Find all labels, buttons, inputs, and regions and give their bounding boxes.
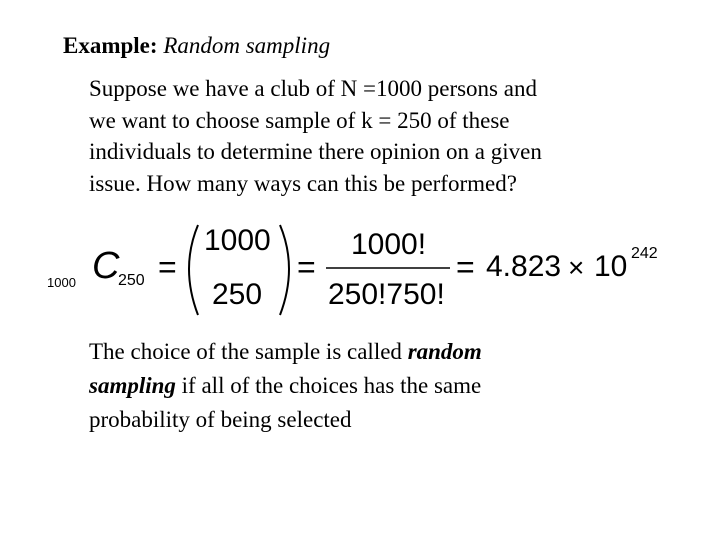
problem-line-2: we want to choose sample of k = 250 of these bbox=[89, 107, 510, 133]
formula-pre-subscript: 1000 bbox=[47, 275, 76, 290]
binomial-top: 1000 bbox=[204, 224, 271, 257]
formula-equals-1: = bbox=[158, 249, 177, 285]
formula-subscript: 250 bbox=[118, 272, 145, 289]
times-sign: × bbox=[568, 252, 585, 283]
formula-equals-2: = bbox=[297, 249, 316, 285]
definition-line-3: probability of being selected bbox=[89, 407, 352, 432]
result-coefficient: 4.823 bbox=[486, 250, 562, 283]
definition-paragraph bbox=[89, 335, 482, 437]
problem-line-4: issue. How many ways can this be performed? bbox=[89, 170, 517, 196]
problem-line-1: Suppose we have a club of N =1000 persons and bbox=[89, 76, 537, 101]
result-exponent: 242 bbox=[631, 245, 658, 262]
problem-line-3: individuals to determine there opinion on a given bbox=[89, 139, 542, 164]
definition-line-1 bbox=[89, 335, 482, 369]
formula-symbol: C bbox=[92, 245, 120, 287]
title-prefix: Example: bbox=[63, 33, 164, 58]
definition-term-sampling: sampling bbox=[89, 373, 176, 398]
result-base: 10 bbox=[594, 250, 628, 283]
example-title bbox=[63, 33, 330, 59]
binomial-bottom: 250 bbox=[212, 278, 263, 311]
definition-term-random: random bbox=[407, 339, 482, 364]
problem-statement bbox=[89, 73, 542, 199]
definition-line-2-text: if all of the choices has the same bbox=[175, 373, 482, 398]
fraction-denominator: 250!750! bbox=[328, 278, 445, 311]
formula-equals-3: = bbox=[456, 249, 475, 285]
definition-line-2 bbox=[89, 369, 482, 403]
fraction-numerator: 1000! bbox=[351, 228, 427, 261]
title-topic: Random sampling bbox=[163, 33, 331, 58]
definition-line-1-text: The choice of the sample is called bbox=[89, 339, 408, 364]
